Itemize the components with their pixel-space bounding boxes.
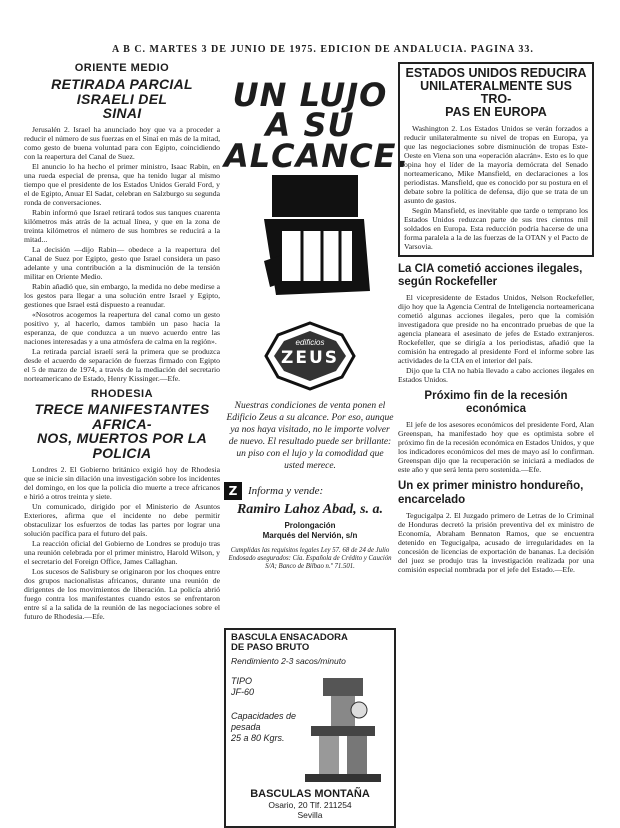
company-name: Ramiro Lahoz Abad, s. a.: [236, 502, 384, 518]
ad-column: [224, 62, 410, 820]
scale-ad: [224, 628, 396, 828]
legal-fineprint: Cumplidas las requisitos legales Ley 57. 68 de 24 de Julio Endosado asegurados: Cía. Española de Crédito y Caución S/A; Banco de Bilbao n.º 71.501.: [228, 546, 392, 570]
headline-us-troops: ESTADOS UNIDOS REDUCIRA UNILATERALMENTE SUS TRO- PAS EN EUROPA: [405, 66, 587, 120]
page-folio: A B C. MARTES 3 DE JUNIO DE 1975. EDICION DE ANDALUCIA. PAGINA 33.: [112, 44, 534, 55]
info-label: Informa y vende:: [248, 484, 324, 497]
section-rhodesia: RHODESIA: [90, 388, 154, 401]
scale-address: Osario, 20 Tlf. 211254: [268, 799, 352, 810]
zeus-ad: [224, 76, 410, 608]
ad-headline: UN LUJO A SU ALCANCE.: [224, 76, 410, 175]
scale-city: Sevilla: [297, 809, 323, 820]
story-honduras: Tegucigalpa 2. El Juzgado primero de Letras de lo Criminal de Honduras decretó la prisión preventiva del ex ministro de Economía, Abraham Bennaton Ramos, que se encuentra detenido en Tegucigalpa, acusado de irregularidades en la concesión de licencias de exportación de bananas. La decisión del juez se produjo tras la investigación realizada por una comisión especial nombrada por el jefe del Estado.—Efe.: [398, 510, 594, 574]
headline-recession: Próximo fin de la recesión económica: [424, 389, 568, 416]
story-sinai: Jerusalén 2. Israel ha anunciado hoy que va a proceder a reducir el número de sus fuerzas en el Sinaí en más de la mitad, como gesto de buena voluntad para con Egipto, coincidiendo con la reapertura del Canal de Suez. El anuncio lo ha hecho el primer ministro, Isaac Rabin, en una rueda especial de prensa, que ha tenido lugar al mismo tiempo que el presidente de los Estados Unidos Gerald Ford, y el de Egipto, Anuar El Sadat, celebran en Salzburgo su segunda ronda de conversaciones. Rabin informó que Israel retirará todos sus tanques cuarenta kilómetros más atrás de la actual línea, y que en la zona de treinta kilómetros el número de sus hombres se reducirá a la mitad... La decisión —dijo Rabin— obedece a la reapertura del Canal de Suez por Egipto, gesto que Israel considera un paso adelante y una contribución a la disminución de la tensión militar en Oriente Medio. Rabin añadió que, sin embargo, la medida no debe medirse a los gestos para llegar a una solución entre Israel y Egipto, gestiones que Israel está dispuesto a reanudar. «Nosotros acogemos la reapertura del canal como un gesto positivo y, al hacerlo, damos también un paso hacia la esperanza, de que conduzca a un nuevo acuerdo entre las naciones interesadas y a una atmósfera de calma en la región». La retirada parcial israelí será la primera que se produzca desde el acuerdo de separación de fuerzas firmado con Egipto el 5 de marzo de 1974, a través de la mediación del secretario norteamericano de Estado, Henry Kissinger.—Efe.: [24, 125, 220, 384]
scale-title: BASCULA ENSACADORA DE PASO BRUTO: [231, 632, 348, 654]
badge-brand: ZEUS: [281, 348, 339, 369]
company-logo: Z: [224, 482, 242, 500]
scale-rate: Rendimiento 2-3 sacos/minuto: [231, 655, 346, 666]
ad-contact: [224, 482, 396, 500]
badge-label: edificios: [295, 338, 325, 348]
story-cia: El vicepresidente de Estados Unidos, Nelson Rockefeller, dijo hoy que la Agencia Central de Inteligencia norteamericana cometió algunas acciones ilegales, pero que la comisión investigadora que preside no ha encontrado pruebas de que la agencia planeara el asesinato de jefes de Estado extranjeros. Rockefeller, que se dirigía a los periodistas, añadió que la comisión ha entregado al presidente Ford el informe sobre las actividades de la CIA en el interior del país. Dijo que la CIA no había llevado a cabo acciones ilegales en Estados Unidos.: [398, 292, 594, 384]
left-column: [24, 62, 220, 810]
ad-copy: Nuestras condiciones de venta ponen el Edificio Zeus a su alcance. Por eso, aunque ya nos haya visitado, no le importe volver de nuevo. El resultado puede ser brillante: un piso con el lujo y la comodidad que usted merece.: [226, 401, 394, 471]
fist-cuff: [272, 175, 358, 217]
scale-machine-illustration: [301, 676, 385, 786]
headline-cia: La CIA cometió acciones ilegales, según Rockefeller: [398, 262, 583, 288]
story-rhodesia: Londres 2. El Gobierno británico exigió hoy de Rhodesia que se inicie sin dilación una investigación sobre los incidentes del domingo, en los que la policía dio muerte a trece africanos e hirió a otros treinta y siete. Un comunicado, dirigido por el Ministerio de Asuntos Exteriores, afirma que el incidente no debe permitir obstaculizar los esfuerzos de todas las partes por lograr una solución pacífica para el futuro del país. La reacción oficial del Gobierno de Londres se produjo tras una reunión celebrada por el primer ministro, Harold Wilson, y el secretario del Foreign Office, James Callaghan. Los sucesos de Salisbury se originaron por los choques entre dos grupos nacionalistas africanos, durante una reunión de dirigentes de los movimientos de liberación. La policía abrió fuego contra los manifestantes cuando estos se enfrentaron entre sí a la salida de la reunión de las negociaciones sobre el futuro de Rhodesia.—Efe.: [24, 464, 220, 621]
section-oriente-medio: ORIENTE MEDIO: [74, 62, 170, 74]
fist-illustration: [224, 171, 396, 321]
zeus-badge: [224, 321, 396, 391]
right-column: [398, 62, 594, 810]
scale-specs: TIPO JF-60 Capacidades de pesada 25 a 80 Kgrs.: [231, 675, 297, 744]
headline-honduras: Un ex primer ministro hondureño, encarcelado: [398, 480, 584, 506]
headline-rhodesia: TRECE MANIFESTANTES AFRICA- NOS, MUERTOS POR LA POLICIA: [34, 401, 210, 462]
story-recession: El jefe de los asesores económicos del presidente Ford, Alan Greenspan, ha manifestado hoy que es optimista sobre el próximo fin de la recesión económica en Estados Unidos, y que los indicadores económicos del mes de mayo así lo confirman. Greenspan dijo que la recuperación se iniciará a mediados de este año y que será lenta pero sostenida.—Efe.: [398, 420, 594, 475]
us-troops-box: [398, 62, 594, 257]
scale-brand: BASCULAS MONTAÑA: [250, 787, 370, 800]
address-line-1: Prolongación: [284, 521, 336, 531]
address-line-2: Marqués del Nervión, s/n: [262, 531, 358, 541]
headline-sinai: RETIRADA PARCIAL ISRAELI DEL SINAI: [51, 76, 193, 122]
story-us-troops: Washington 2. Los Estados Unidos se verán forzados a reducir unilateralmente su nivel de tropas en Europa, ya que las negociaciones sobre disminución de tropas Este-Oeste en Viena son una «operación alacrán». Esto es lo que opina hoy el líder de la mayoría demócrata del Senado norteamericano, Mike Mansfield, en declaraciones a los periodistas. Mansfield, que es conocido por su postura en el debate sobre la política de defensa, dijo que se trata de un asunto de gastos. Según Mansfield, es inevitable que tarde o temprano los Estados Unidos reduzcan parte de sus tres cientos mil soldados en Europa. Esta reducción podría hacerse de una forma paralela a la de las fuerzas de la OTAN y el Pacto de Varsovia.: [404, 123, 588, 251]
